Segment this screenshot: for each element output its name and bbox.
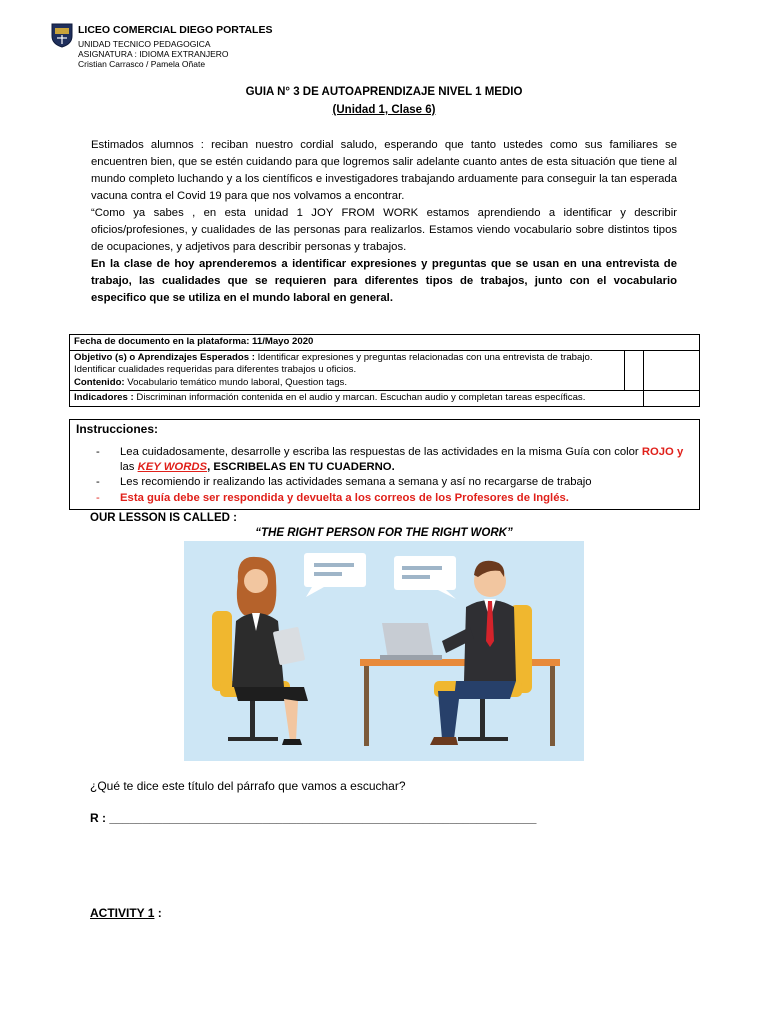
unit-line: UNIDAD TECNICO PEDAGOGICA: [78, 39, 211, 49]
intro-paragraph-1: Estimados alumnos : reciban nuestro cordial saludo, esperando que tanto ustedes como sus familiares se encuentren bien, que se estén cuidando para que logremos salir adelante cuanto antes de esta situación que tiene al mundo completo luchando y a los científicos e investigadores trabajando arduamente para conseguir la tan esperada vacuna contra el Covid 19 para que nos volvamos a encontrar.: [91, 139, 677, 202]
activity-heading: [90, 906, 162, 920]
contenido-text: Vocabulario temático mundo laboral, Question tags.: [124, 376, 348, 388]
instruction-1-text: Lea cuidadosamente, desarrolle y escriba las respuestas de las actividades en la misma Guía con color: [120, 446, 642, 458]
guide-title: GUIA N° 3 DE AUTOAPRENDIZAJE NIVEL 1 MEDIO: [245, 86, 523, 98]
info-table: [69, 334, 700, 407]
contenido-label: Contenido:: [74, 376, 125, 388]
objetivo-empty-cell-2: [644, 350, 700, 391]
activity-colon: :: [154, 906, 162, 920]
objetivo-empty-cell-1: [625, 350, 644, 391]
objetivo-text: Identificar expresiones y preguntas relacionadas con una entrevista de trabajo. Identificar cualidades requeridas para diferentes trabajos u oficios.: [74, 351, 593, 375]
intro-paragraph-2: “Como ya sabes , en esta unidad 1 JOY FROM WORK estamos aprendiendo a identificar y describir oficios/profesiones, y cualidades de las personas para realizarlos. Estamos viendo vocabulario sobre distintos tipos de ocupaciones, y adjetivos para describir personas y trabajos.: [91, 207, 677, 253]
instruction-1-keywords: KEY WORDS: [137, 461, 208, 474]
answer-line[interactable]: R : ________________________________________________________________: [90, 811, 537, 825]
instruction-2-text: Les recomiendo ir realizando las actividades semana a semana y así no recargarse de trabajo: [120, 476, 592, 489]
intro-text: [91, 137, 677, 307]
objetivo-cell: [70, 350, 625, 391]
instructions-title: Instrucciones:: [76, 422, 159, 436]
instructions-box: [69, 419, 700, 510]
guide-subtitle: (Unidad 1, Clase 6): [332, 104, 436, 116]
lesson-label: OUR LESSON IS CALLED :: [90, 512, 237, 524]
indicadores-empty-cell: [644, 391, 700, 407]
question-text: ¿Qué te dice este título del párrafo que vamos a escuchar?: [90, 779, 406, 793]
lesson-quote: “THE RIGHT PERSON FOR THE RIGHT WORK”: [255, 527, 513, 539]
school-name: LICEO COMERCIAL DIEGO PORTALES: [78, 24, 273, 36]
subject-line: ASIGNATURA : IDIOMA EXTRANJERO: [78, 49, 229, 59]
instruction-1-rojo: ROJO: [641, 446, 674, 458]
dash-2: -: [96, 476, 100, 489]
indicadores-cell: [70, 391, 644, 407]
activity-label: ACTIVITY 1: [90, 906, 155, 920]
objetivo-label: Objetivo (s) o Aprendizajes Esperados :: [74, 351, 255, 363]
instructions-list: [96, 445, 694, 506]
instruction-1-tail: , ESCRIBELAS EN TU CUADERNO.: [207, 461, 395, 474]
indicadores-label: Indicadores :: [74, 392, 134, 403]
instruction-item-3: [96, 491, 694, 506]
instruction-item-2: [96, 475, 694, 490]
instruction-3-text: Esta guía debe ser respondida y devuelta a los correos de los Profesores de Inglés.: [120, 491, 569, 504]
dash-1: -: [96, 446, 100, 458]
instruction-1-las: las: [120, 461, 138, 474]
instruction-item-1: [96, 445, 694, 475]
intro-paragraph-3: En la clase de hoy aprenderemos a identificar expresiones y preguntas que se usan en una entrevista de trabajo, las cualidades que se requieren para diferentes tipos de trabajos, junto con el vocabulario especifico que se utiliza en el mundo laboral en general.: [91, 258, 677, 304]
dash-3: -: [96, 491, 100, 504]
instruction-1-y: y: [673, 446, 684, 458]
school-logo-icon: [50, 22, 74, 48]
indicadores-text: Discriminan información contenida en el audio y marcan. Escuchan audio y completan tareas específicas.: [133, 392, 586, 403]
teachers-line: Cristian Carrasco / Pamela Oñate: [78, 59, 206, 69]
fecha-cell: Fecha de documento en la plataforma: 11/Mayo 2020: [70, 335, 700, 351]
job-interview-illustration: [184, 541, 584, 761]
